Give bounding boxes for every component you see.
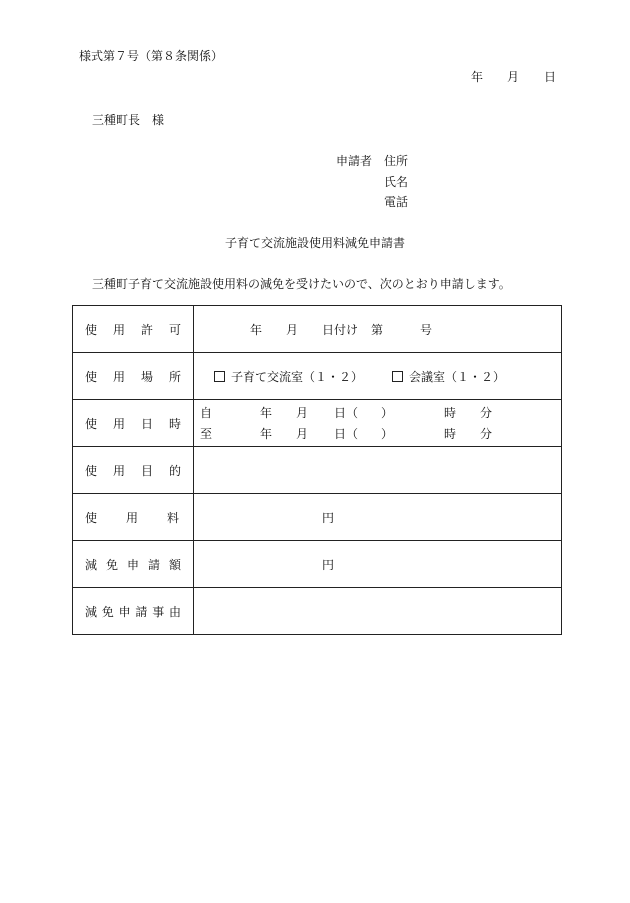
row-reduction-amount <box>73 541 562 588</box>
label-char: 日 <box>140 416 153 431</box>
form-number: 様式第７号（第８条関係） <box>79 49 224 63</box>
applicant-name-label: 氏名 <box>384 175 409 189</box>
reduction-reason-label-cell <box>73 588 194 635</box>
label-char: 場 <box>140 369 153 384</box>
label-char: 許 <box>140 322 153 337</box>
place-option-childcare-label: 子育て交流室（１・２） <box>231 370 364 384</box>
label-char: 用 <box>125 510 138 525</box>
reduction-reason-value-cell[interactable] <box>194 588 562 635</box>
label-char: 目 <box>140 463 153 478</box>
label-char: 使 <box>85 322 98 337</box>
purpose-value-cell[interactable] <box>194 447 562 494</box>
label-char: 請 <box>135 604 148 619</box>
place-label <box>73 368 193 385</box>
reduction-amount-label-cell <box>73 541 194 588</box>
datetime-from-label: 自 <box>200 406 213 420</box>
fee-label <box>73 509 193 526</box>
datetime-to-minute: 分 <box>480 427 493 441</box>
datetime-from-day: 日（ <box>334 406 359 420</box>
addressee: 三種町長 様 <box>92 113 165 127</box>
row-fee <box>73 494 562 541</box>
label-char: 用 <box>112 369 125 384</box>
datetime-to-hour: 時 <box>444 427 457 441</box>
place-label-cell <box>73 353 194 400</box>
label-char: 由 <box>168 604 181 619</box>
label-char: 使 <box>85 416 98 431</box>
reduction-amount-label <box>73 556 193 573</box>
label-char: 用 <box>112 463 125 478</box>
date-year: 年 <box>471 70 484 84</box>
label-char: 使 <box>85 369 98 384</box>
permit-month: 月 <box>286 323 299 337</box>
datetime-value-cell[interactable] <box>194 400 562 447</box>
datetime-from-month: 月 <box>296 406 309 420</box>
reduction-amount-yen: 円 <box>322 558 335 572</box>
purpose-label <box>73 462 193 479</box>
applicant-label: 申請者 <box>336 154 373 168</box>
document-title: 子育て交流施設使用料減免申請書 <box>224 236 405 250</box>
datetime-to-paren: ） <box>381 427 394 441</box>
place-option-childcare[interactable] <box>214 371 363 383</box>
row-permit <box>73 306 562 353</box>
fee-label-cell <box>73 494 194 541</box>
datetime-to-year: 年 <box>260 427 273 441</box>
place-option-meeting[interactable] <box>392 371 505 383</box>
datetime-label <box>73 415 193 432</box>
reduction-amount-value-cell[interactable] <box>194 541 562 588</box>
purpose-label-cell <box>73 447 194 494</box>
label-char: 使 <box>85 463 98 478</box>
label-char: 用 <box>112 322 125 337</box>
applicant-address-label: 住所 <box>384 154 409 168</box>
row-reduction-reason <box>73 588 562 635</box>
date-day: 日 <box>544 70 557 84</box>
checkbox-icon[interactable] <box>214 371 225 382</box>
reduction-reason-label <box>73 603 193 620</box>
datetime-from-paren: ） <box>381 406 394 420</box>
label-char: 額 <box>168 557 181 572</box>
datetime-to-day: 日（ <box>334 427 359 441</box>
label-char: 的 <box>168 463 181 478</box>
label-char: 所 <box>168 369 181 384</box>
row-datetime <box>73 400 562 447</box>
permit-number-suffix: 号 <box>420 323 433 337</box>
label-char: 申 <box>126 557 139 572</box>
applicant-phone-label: 電話 <box>384 195 409 209</box>
label-char: 減 <box>85 604 98 619</box>
label-char: 請 <box>147 557 160 572</box>
datetime-from-year: 年 <box>260 406 273 420</box>
datetime-to-label: 至 <box>200 427 213 441</box>
label-char: 減 <box>85 557 98 572</box>
place-option-meeting-label: 会議室（１・２） <box>409 370 506 384</box>
datetime-to-month: 月 <box>296 427 309 441</box>
permit-value-cell[interactable] <box>194 306 562 353</box>
label-char: 可 <box>168 322 181 337</box>
checkbox-icon[interactable] <box>392 371 403 382</box>
label-char: 申 <box>118 604 131 619</box>
label-char: 時 <box>168 416 181 431</box>
permit-year: 年 <box>250 323 263 337</box>
datetime-label-cell <box>73 400 194 447</box>
date-line <box>471 71 556 83</box>
date-month: 月 <box>507 70 520 84</box>
label-char: 免 <box>101 604 114 619</box>
row-place <box>73 353 562 400</box>
permit-date-attached: 日付け <box>322 323 359 337</box>
label-char: 免 <box>105 557 118 572</box>
intro-text: 三種町子育て交流施設使用料の減免を受けたいので、次のとおり申請します。 <box>92 277 511 291</box>
permit-label-cell <box>73 306 194 353</box>
label-char: 用 <box>112 416 125 431</box>
place-value-cell <box>194 353 562 400</box>
permit-number-prefix: 第 <box>371 323 384 337</box>
permit-label <box>73 321 193 338</box>
application-form-table <box>72 305 562 635</box>
label-char: 事 <box>152 604 165 619</box>
datetime-from-hour: 時 <box>444 406 457 420</box>
label-char: 使 <box>85 510 98 525</box>
fee-value-cell[interactable] <box>194 494 562 541</box>
label-char: 料 <box>166 510 179 525</box>
row-purpose <box>73 447 562 494</box>
fee-yen: 円 <box>322 511 335 525</box>
datetime-from-minute: 分 <box>480 406 493 420</box>
